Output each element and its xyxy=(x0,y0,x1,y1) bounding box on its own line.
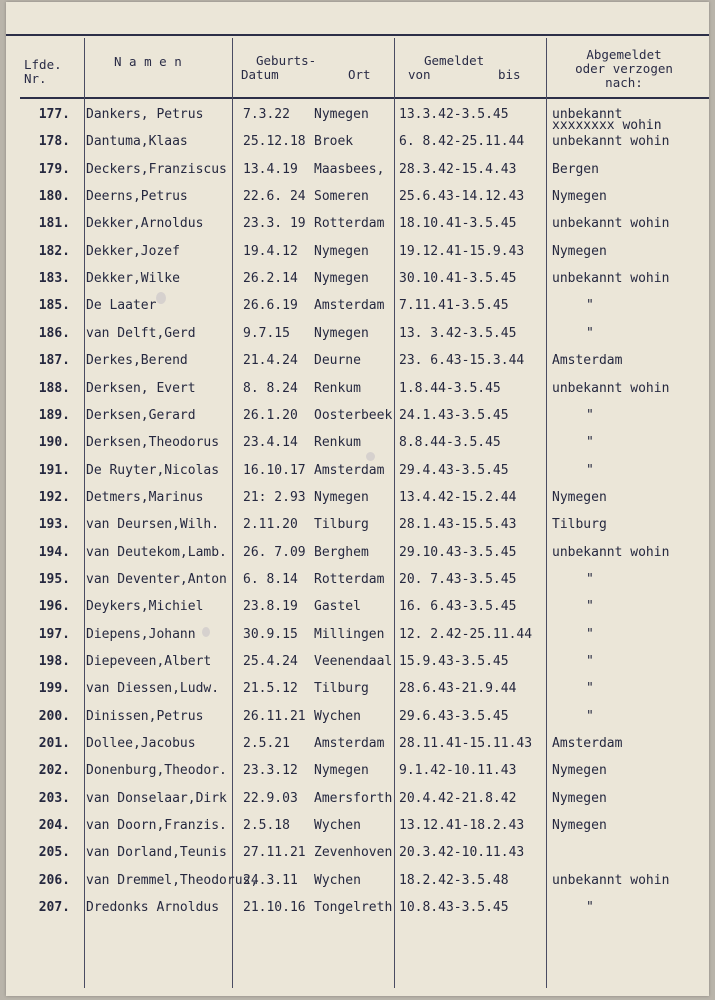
entry-deregistered-to: " xyxy=(586,571,594,587)
entry-birth-place: Renkum xyxy=(314,435,361,451)
entry-number: 206. xyxy=(38,872,70,888)
entry-name: van Delft,Gerd xyxy=(86,325,196,341)
entry-birth-date: 23.4.14 xyxy=(243,435,298,451)
entry-birth-date: 22.9.03 xyxy=(243,790,298,806)
entry-name: van Dremmel,Theodorus, xyxy=(86,872,259,888)
entry-registered-period: 15.9.43-3.5.45 xyxy=(399,654,509,669)
entry-birth-date: 2.11.20 xyxy=(243,517,298,533)
entry-birth-place: Nymegen xyxy=(314,271,369,287)
table-row xyxy=(6,869,709,896)
table-row xyxy=(6,486,709,513)
table-row xyxy=(6,349,709,376)
entry-name: Dredonks Arnoldus xyxy=(86,900,220,916)
entry-birth-date: 21.4.24 xyxy=(243,353,298,369)
table-row xyxy=(6,623,709,650)
entry-name: van Deursen,Wilh. xyxy=(86,517,220,533)
entry-birth-date: 26.1.20 xyxy=(243,407,298,423)
table-row xyxy=(6,841,709,868)
table-row xyxy=(6,732,709,759)
entry-registered-period: 16. 6.43-3.5.45 xyxy=(399,599,517,615)
entry-registered-period: 8.8.44-3.5.45 xyxy=(399,435,501,451)
entry-registered-period: 9.1.42-10.11.43 xyxy=(399,763,517,779)
entry-deregistered-to: " xyxy=(586,626,594,642)
entry-registered-period: 28.3.42-15.4.43 xyxy=(399,161,517,177)
entry-name: Deckers,Franziscus xyxy=(86,161,227,177)
table-row xyxy=(6,130,709,157)
entry-birth-date: 21: 2.93 xyxy=(243,489,306,505)
entry-birth-date: 7.3.22 xyxy=(243,107,290,122)
entry-number: 186. xyxy=(38,325,70,341)
entry-registered-period: 30.10.41-3.5.45 xyxy=(399,271,517,287)
entry-birth-place: Zevenhoven xyxy=(314,845,393,861)
table-row xyxy=(6,677,709,704)
table-row xyxy=(6,568,709,595)
entry-birth-date: 27.11.21 xyxy=(243,845,306,861)
entry-name: Dollee,Jacobus xyxy=(86,736,196,752)
table-row xyxy=(6,513,709,540)
entry-number: 198. xyxy=(38,654,70,669)
entry-birth-place: Veenendaal xyxy=(314,654,393,669)
entry-number: 197. xyxy=(38,626,70,642)
entry-deregistered-to: " xyxy=(586,900,594,916)
entry-registered-period: 12. 2.42-25.11.44 xyxy=(399,626,533,642)
entry-birth-date: 26.11.21 xyxy=(243,708,306,724)
entry-number: 203. xyxy=(38,790,70,806)
entry-number: 193. xyxy=(38,517,70,533)
header-abgemeldet: Abgemeldet oder verzogen nach: xyxy=(575,47,673,90)
entry-deregistered-to: " xyxy=(586,599,594,615)
entry-name: De Laater xyxy=(86,298,157,314)
entry-registered-period: 13.3.42-3.5.45 xyxy=(399,107,509,122)
entry-name: van Deventer,Anton xyxy=(86,571,227,587)
entry-deregistered-to: " xyxy=(586,708,594,724)
entry-deregistered-to: " xyxy=(586,298,594,314)
entry-deregistered-to: " xyxy=(586,325,594,341)
entry-number: 187. xyxy=(38,353,70,369)
header-namen: N a m e n xyxy=(114,54,182,69)
entry-number: 205. xyxy=(38,845,70,861)
entry-birth-date: 23.3. 19 xyxy=(243,216,306,232)
entry-birth-place: Broek xyxy=(314,134,354,150)
crossed-out-note: xxxxxxxx wohin xyxy=(552,118,662,133)
entry-birth-place: Wychen xyxy=(314,872,361,888)
entry-birth-date: 26. 7.09 xyxy=(243,544,306,560)
entry-name: Dantuma,Klaas xyxy=(86,134,188,150)
entry-deregistered-to: unbekannt wohin xyxy=(552,544,670,560)
table-row xyxy=(6,212,709,239)
entry-name: van Diessen,Ludw. xyxy=(86,681,220,697)
table-row xyxy=(6,322,709,349)
entry-number: 204. xyxy=(38,818,70,834)
entry-deregistered-to: unbekannt xyxy=(552,107,623,122)
entry-number: 199. xyxy=(38,681,70,697)
entry-number: 191. xyxy=(38,462,70,478)
entry-deregistered-to: " xyxy=(586,407,594,423)
header-ort: Ort xyxy=(348,67,371,82)
entry-birth-date: 21.10.16 xyxy=(243,900,306,916)
entry-birth-date: 25.12.18 xyxy=(243,134,306,150)
entry-number: 201. xyxy=(38,736,70,752)
entry-name: Detmers,Marinus xyxy=(86,489,204,505)
table-row xyxy=(6,240,709,267)
entry-birth-date: 8. 8.24 xyxy=(243,380,298,396)
table-row xyxy=(6,896,709,923)
table-row xyxy=(6,377,709,404)
header-gemeldet: Gemeldet xyxy=(424,53,485,68)
entry-birth-place: Tilburg xyxy=(314,681,369,697)
table-row xyxy=(6,294,709,321)
entry-birth-date: 22.6. 24 xyxy=(243,189,306,205)
table-row xyxy=(6,404,709,431)
entry-number: 190. xyxy=(38,435,70,451)
entry-birth-date: 9.7.15 xyxy=(243,325,290,341)
entry-registered-period: 28.1.43-15.5.43 xyxy=(399,517,517,533)
entry-name: Dankers, Petrus xyxy=(86,107,204,122)
entry-name: Derksen, Evert xyxy=(86,380,196,396)
entry-birth-place: Berghem xyxy=(314,544,369,560)
entry-deregistered-to: Nymegen xyxy=(552,818,607,834)
entry-birth-date: 23.3.12 xyxy=(243,763,298,779)
entry-deregistered-to: Nymegen xyxy=(552,790,607,806)
entry-registered-period: 1.8.44-3.5.45 xyxy=(399,380,501,396)
table-row xyxy=(6,787,709,814)
entry-birth-place: Renkum xyxy=(314,380,361,396)
top-rule xyxy=(6,34,709,36)
entry-registered-period: 19.12.41-15.9.43 xyxy=(399,243,525,259)
entry-registered-period: 28.6.43-21.9.44 xyxy=(399,681,517,697)
entry-name: Derksen,Theodorus xyxy=(86,435,220,451)
entry-deregistered-to: Nymegen xyxy=(552,763,607,779)
entry-birth-place: Rotterdam xyxy=(314,571,385,587)
header-datum: Datum xyxy=(241,67,279,82)
entry-registered-period: 20. 7.43-3.5.45 xyxy=(399,571,517,587)
table-row xyxy=(6,459,709,486)
entry-deregistered-to: " xyxy=(586,435,594,451)
entry-birth-place: Gastel xyxy=(314,599,361,615)
entry-number: 189. xyxy=(38,407,70,423)
header-bis: bis xyxy=(498,67,521,82)
entry-number: 180. xyxy=(38,189,70,205)
register-page xyxy=(6,2,709,996)
entry-birth-place: Amsterdam xyxy=(314,736,385,752)
entry-number: 188. xyxy=(38,380,70,396)
entry-name: Dekker,Jozef xyxy=(86,243,180,259)
entry-number: 182. xyxy=(38,243,70,259)
entry-deregistered-to: Nymegen xyxy=(552,189,607,205)
entry-birth-place: Amersforth xyxy=(314,790,393,806)
entry-name: Dekker,Wilke xyxy=(86,271,180,287)
entry-name: Derkes,Berend xyxy=(86,353,188,369)
entry-registered-period: 10.8.43-3.5.45 xyxy=(399,900,509,916)
table-row xyxy=(6,650,709,677)
entry-name: van Donselaar,Dirk xyxy=(86,790,227,806)
entry-birth-date: 24.3.11 xyxy=(243,872,298,888)
entry-birth-place: Deurne xyxy=(314,353,361,369)
entry-number: 192. xyxy=(38,489,70,505)
entry-birth-place: Rotterdam xyxy=(314,216,385,232)
entry-name: van Dorland,Teunis xyxy=(86,845,227,861)
entry-name: Diepeveen,Albert xyxy=(86,654,212,669)
entry-number: 207. xyxy=(38,900,70,916)
table-row xyxy=(6,267,709,294)
entry-registered-period: 7.11.41-3.5.45 xyxy=(399,298,509,314)
entry-birth-place: Someren xyxy=(314,189,369,205)
header-rule xyxy=(20,97,709,99)
entry-name: Diepens,Johann xyxy=(86,626,196,642)
entry-deregistered-to: unbekannt wohin xyxy=(552,271,670,287)
entry-deregistered-to: " xyxy=(586,462,594,478)
entry-number: 202. xyxy=(38,763,70,779)
entry-number: 179. xyxy=(38,161,70,177)
entry-name: Deerns,Petrus xyxy=(86,189,188,205)
entry-birth-place: Amsterdam xyxy=(314,462,385,478)
entry-number: 185. xyxy=(38,298,70,314)
entry-number: 177. xyxy=(38,107,70,122)
entry-registered-period: 18.2.42-3.5.48 xyxy=(399,872,509,888)
entry-registered-period: 29.10.43-3.5.45 xyxy=(399,544,517,560)
header-geburts: Geburts- xyxy=(256,53,317,68)
entry-number: 181. xyxy=(38,216,70,232)
table-row xyxy=(6,595,709,622)
header-von: von xyxy=(408,67,431,82)
entry-birth-place: Wychen xyxy=(314,818,361,834)
entry-number: 194. xyxy=(38,544,70,560)
entry-birth-place: Tongelreth xyxy=(314,900,393,916)
entry-birth-date: 2.5.21 xyxy=(243,736,290,752)
entry-number: 178. xyxy=(38,134,70,150)
entry-registered-period: 20.3.42-10.11.43 xyxy=(399,845,525,861)
entry-registered-period: 20.4.42-21.8.42 xyxy=(399,790,517,806)
entry-name: De Ruyter,Nicolas xyxy=(86,462,220,478)
entry-birth-place: Nymegen xyxy=(314,763,369,779)
header-lfde: Lfde. Nr. xyxy=(24,57,62,86)
entry-birth-date: 30.9.15 xyxy=(243,626,298,642)
entry-birth-date: 23.8.19 xyxy=(243,599,298,615)
table-row xyxy=(6,431,709,458)
entry-number: 183. xyxy=(38,271,70,287)
entry-birth-place: Nymegen xyxy=(314,107,369,122)
entry-registered-period: 6. 8.42-25.11.44 xyxy=(399,134,525,150)
entry-birth-date: 21.5.12 xyxy=(243,681,298,697)
entry-birth-place: Wychen xyxy=(314,708,361,724)
entry-birth-place: Millingen xyxy=(314,626,385,642)
entry-deregistered-to: unbekannt wohin xyxy=(552,134,670,150)
entry-birth-date: 25.4.24 xyxy=(243,654,298,669)
entry-birth-place: Nymegen xyxy=(314,243,369,259)
entry-birth-place: Nymegen xyxy=(314,489,369,505)
entry-name: van Doorn,Franzis. xyxy=(86,818,227,834)
entry-birth-place: Maasbees, xyxy=(314,161,385,177)
entry-birth-date: 26.2.14 xyxy=(243,271,298,287)
entry-name: Donenburg,Theodor. xyxy=(86,763,227,779)
entry-registered-period: 24.1.43-3.5.45 xyxy=(399,407,509,423)
entry-registered-period: 13.4.42-15.2.44 xyxy=(399,489,517,505)
entry-number: 200. xyxy=(38,708,70,724)
entry-registered-period: 25.6.43-14.12.43 xyxy=(399,189,525,205)
entry-registered-period: 29.4.43-3.5.45 xyxy=(399,462,509,478)
entry-deregistered-to: unbekannt wohin xyxy=(552,872,670,888)
entry-birth-date: 13.4.19 xyxy=(243,161,298,177)
entry-birth-date: 2.5.18 xyxy=(243,818,290,834)
table-row xyxy=(6,541,709,568)
entry-name: Dinissen,Petrus xyxy=(86,708,204,724)
entry-deregistered-to: Amsterdam xyxy=(552,353,623,369)
entry-registered-period: 23. 6.43-15.3.44 xyxy=(399,353,525,369)
entry-deregistered-to: Bergen xyxy=(552,161,599,177)
entry-birth-date: 16.10.17 xyxy=(243,462,306,478)
entry-birth-date: 6. 8.14 xyxy=(243,571,298,587)
entry-registered-period: 29.6.43-3.5.45 xyxy=(399,708,509,724)
entry-name: Dekker,Arnoldus xyxy=(86,216,204,232)
entry-deregistered-to: Amsterdam xyxy=(552,736,623,752)
entry-name: Derksen,Gerard xyxy=(86,407,196,423)
entry-number: 195. xyxy=(38,571,70,587)
table-row xyxy=(6,705,709,732)
entry-deregistered-to: " xyxy=(586,681,594,697)
entry-deregistered-to: Tilburg xyxy=(552,517,607,533)
table-row xyxy=(6,158,709,185)
entry-birth-place: Nymegen xyxy=(314,325,369,341)
entry-number: 196. xyxy=(38,599,70,615)
entry-birth-place: Oosterbeek xyxy=(314,407,393,423)
entry-name: Deykers,Michiel xyxy=(86,599,204,615)
entry-registered-period: 28.11.41-15.11.43 xyxy=(399,736,533,752)
entry-registered-period: 13.12.41-18.2.43 xyxy=(399,818,525,834)
entry-birth-date: 26.6.19 xyxy=(243,298,298,314)
entry-birth-date: 19.4.12 xyxy=(243,243,298,259)
entry-birth-place: Amsterdam xyxy=(314,298,385,314)
table-row xyxy=(6,759,709,786)
entry-deregistered-to: Nymegen xyxy=(552,243,607,259)
entry-registered-period: 13. 3.42-3.5.45 xyxy=(399,325,517,341)
entry-registered-period: 18.10.41-3.5.45 xyxy=(399,216,517,232)
entry-deregistered-to: Nymegen xyxy=(552,489,607,505)
entry-deregistered-to: " xyxy=(586,654,594,669)
entry-birth-place: Tilburg xyxy=(314,517,369,533)
entry-name: van Deutekom,Lamb. xyxy=(86,544,227,560)
entry-deregistered-to: unbekannt wohin xyxy=(552,216,670,232)
table-row xyxy=(6,814,709,841)
entry-deregistered-to: unbekannt wohin xyxy=(552,380,670,396)
table-row xyxy=(6,185,709,212)
